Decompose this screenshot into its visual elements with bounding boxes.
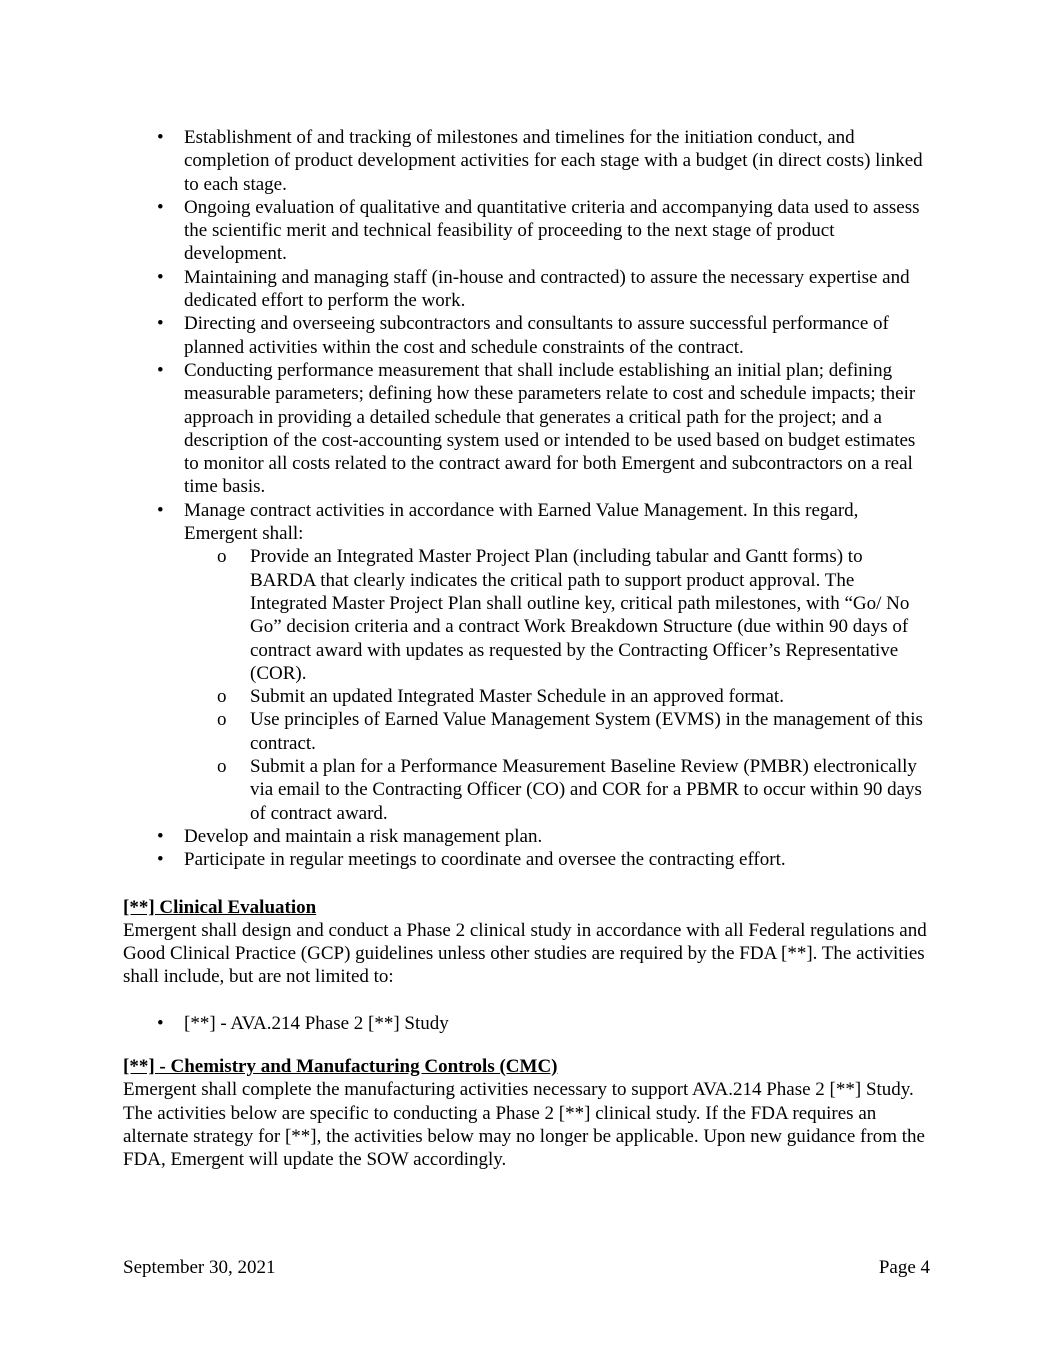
bullet-icon: • [157, 196, 164, 218]
section-bullet-list [123, 1012, 930, 1035]
bullet-icon: • [157, 127, 164, 148]
section-heading: [**] Clinical Evaluation [123, 896, 317, 918]
sub-list-item-text: Submit a plan for a Performance Measurement Baseline Review (PMBR) electronically via email to the Contracting Officer (CO) and COR for a PBMR to occur within 90 days of contract award. [250, 756, 922, 824]
circle-bullet-icon: o [217, 686, 227, 708]
bullet-icon: • [157, 1012, 164, 1034]
footer-date: September 30, 2021 [123, 1257, 276, 1278]
list-item-text: Develop and maintain a risk management plan. [184, 825, 543, 847]
list-item [123, 126, 930, 196]
section-paragraph: Emergent shall complete the manufacturing activities necessary to support AVA.214 Phase 2 [**] Study. The activities below are specific to conducting a Phase 2 [**] clinical study. If the FDA requires an alternate strategy for [**], the activities below may no longer be applicable. Upon new guidance from the FDA, Emergent will update the SOW accordingly. [123, 1079, 925, 1171]
bullet-icon: • [157, 359, 164, 381]
footer-page-number: Page 4 [878, 1257, 930, 1278]
section-cmc [123, 1055, 930, 1171]
list-item-text: [**] - AVA.214 Phase 2 [**] Study [184, 1012, 449, 1034]
circle-bullet-icon: o [217, 546, 227, 568]
page-footer [123, 1256, 930, 1279]
list-item-text: Establishment of and tracking of milestones and timelines for the initiation conduct, and completion of product development activities for each stage with a budget (in direct costs) linked to each stage. [184, 127, 923, 195]
sub-list-item-text: Use principles of Earned Value Management System (EVMS) in the management of this contract. [250, 709, 923, 754]
list-item-text: Conducting performance measurement that shall include establishing an initial plan; defining measurable parameters; defining how these parameters relate to cost and schedule impacts; their approach in providing a detailed schedule that generates a critical path for the project; and a description of the cost-accounting system used or intended to be used based on budget estimates to monitor all costs related to the contract award for both Emergent and subcontractors on a real time basis. [184, 359, 916, 498]
sub-list-item [184, 755, 930, 825]
bullet-icon: • [157, 825, 164, 847]
section-heading: [**] - Chemistry and Manufacturing Controls (CMC) [123, 1055, 558, 1077]
list-item [123, 825, 930, 848]
list-item-text: Manage contract activities in accordance with Earned Value Management. In this regard, Emergent shall: [184, 499, 859, 545]
list-item [123, 848, 930, 871]
list-item [123, 266, 930, 313]
bullet-list [123, 126, 930, 872]
sub-bullet-list [184, 545, 930, 825]
sub-list-item [184, 685, 930, 708]
list-item [123, 312, 930, 359]
sub-list-item-text: Provide an Integrated Master Project Plan (including tabular and Gantt forms) to BARDA that clearly indicates the critical path to support product approval. The Integrated Master Project Plan shall outline key, critical path milestones, with “Go/ No Go” decision criteria and a contract Work Breakdown Structure (due within 90 days of contract award with updates as requested by the Contracting Officer’s Representative (COR). [250, 546, 910, 684]
circle-bullet-icon: o [217, 709, 227, 731]
sub-list-item [184, 708, 930, 755]
list-item-text: Participate in regular meetings to coordinate and oversee the contracting effort. [184, 849, 786, 871]
bullet-icon: • [157, 849, 164, 871]
list-item-text: Ongoing evaluation of qualitative and quantitative criteria and accompanying data used to assess the scientific merit and technical feasibility of proceeding to the next stage of product development. [184, 196, 920, 265]
list-item [123, 499, 930, 825]
list-item [123, 359, 930, 499]
list-item [123, 1012, 930, 1035]
bullet-icon: • [157, 313, 164, 335]
section-clinical-evaluation [123, 896, 930, 1035]
section-paragraph: Emergent shall design and conduct a Phase 2 clinical study in accordance with all Federal regulations and Good Clinical Practice (GCP) guidelines unless other studies are required by the FDA [**]. The activities shall include, but are not limited to: [123, 919, 927, 988]
sub-list-item [184, 545, 930, 685]
bullet-icon: • [157, 266, 164, 288]
bullet-icon: • [157, 499, 164, 521]
sub-list-item-text: Submit an updated Integrated Master Schedule in an approved format. [250, 686, 784, 708]
list-item-text: Directing and overseeing subcontractors and consultants to assure successful performance of planned activities within the cost and schedule constraints of the contract. [184, 313, 889, 358]
list-item [123, 196, 930, 266]
circle-bullet-icon: o [217, 756, 227, 778]
list-item-text: Maintaining and managing staff (in-house and contracted) to assure the necessary expertise and dedicated effort to perform the work. [184, 266, 910, 312]
